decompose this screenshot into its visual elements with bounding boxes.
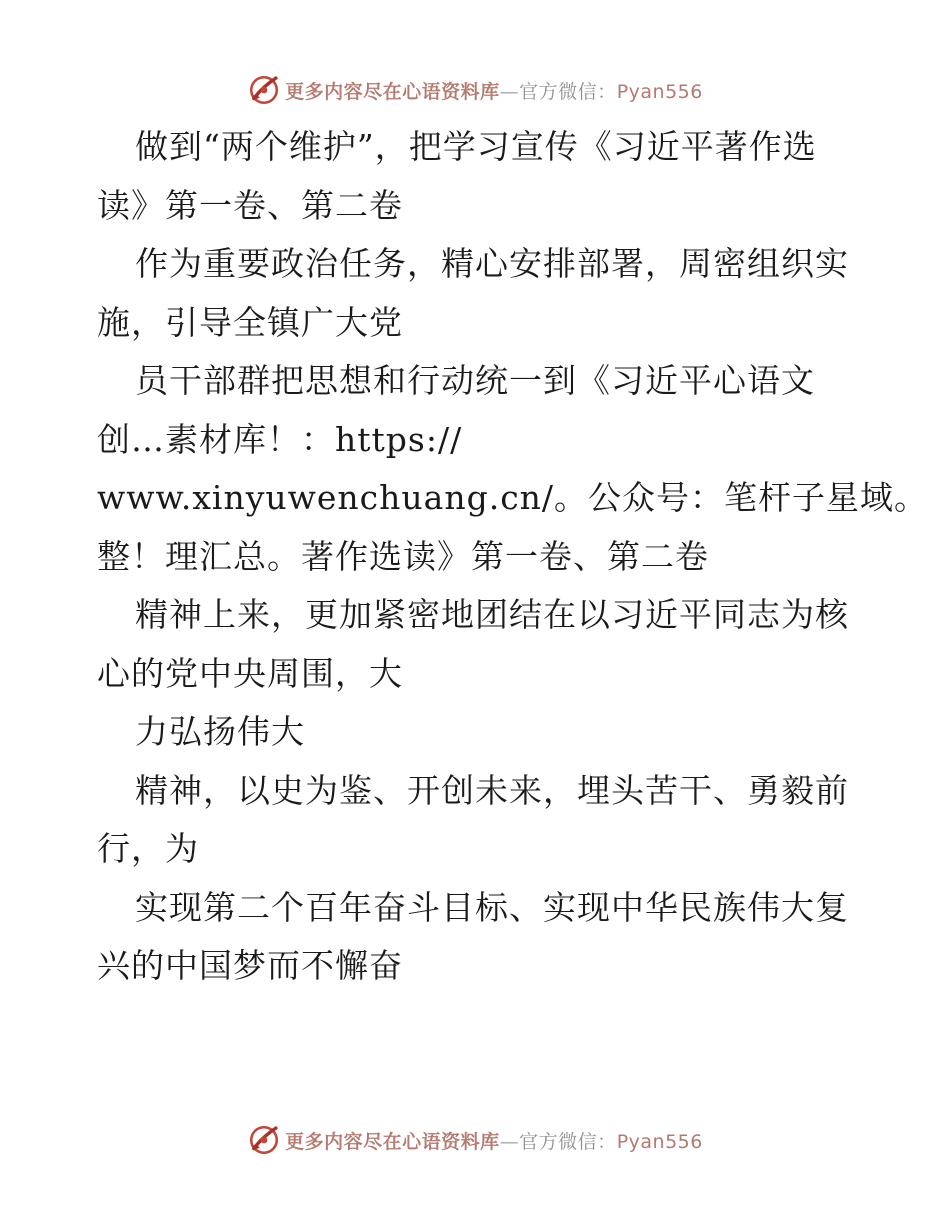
body-line: 实现第二个百年奋斗目标、实现中华民族伟大复 xyxy=(135,887,849,927)
banner-site-name: 更多内容尽在心语资料库 xyxy=(285,1130,500,1153)
body-line: 读》第一卷、第二卷 xyxy=(97,185,403,225)
page-footer-banner xyxy=(0,1120,950,1160)
banner-wechat-label: 官方微信： xyxy=(519,1130,617,1153)
body-line: www.xinyuwenchuang.cn/。公众号：笔杆子星域。 xyxy=(97,478,929,517)
banner-wechat-id: Pyan556 xyxy=(616,1130,703,1153)
pen-circle-logo-icon xyxy=(247,1123,281,1157)
pen-circle-logo-icon xyxy=(247,73,281,107)
page-header-banner xyxy=(0,70,950,110)
body-line: 心的党中央周围，大 xyxy=(97,653,403,693)
body-line: 整！理汇总。著作选读》第一卷、第二卷 xyxy=(97,536,709,576)
banner-wechat-label: 官方微信： xyxy=(519,80,617,103)
body-line: 做到“两个维护”，把学习宣传《习近平著作选 xyxy=(135,127,817,166)
banner-separator: — xyxy=(499,1130,520,1153)
body-line: 精神，以史为鉴、开创未来，埋头苦干、勇毅前 xyxy=(135,770,849,810)
body-line: 精神上来，更加紧密地团结在以习近平同志为核 xyxy=(135,595,849,634)
banner-text xyxy=(285,77,703,104)
banner-text xyxy=(285,1127,703,1154)
document-body xyxy=(97,118,929,996)
banner-site-name: 更多内容尽在心语资料库 xyxy=(285,80,500,103)
banner-wechat-id: Pyan556 xyxy=(616,80,703,103)
body-line: 行，为 xyxy=(97,829,199,868)
body-line: 兴的中国梦而不懈奋 xyxy=(97,946,403,985)
body-line: 员干部群把思想和行动统一到《习近平心语文 xyxy=(135,361,815,400)
body-line: 作为重要政治任务，精心安排部署，周密组织实 xyxy=(135,244,849,283)
body-line: 施，引导全镇广大党 xyxy=(97,302,403,342)
body-line: 创…素材库！：https:// xyxy=(97,419,463,459)
body-line: 力弘扬伟大 xyxy=(135,712,305,751)
banner-separator: — xyxy=(499,80,520,103)
